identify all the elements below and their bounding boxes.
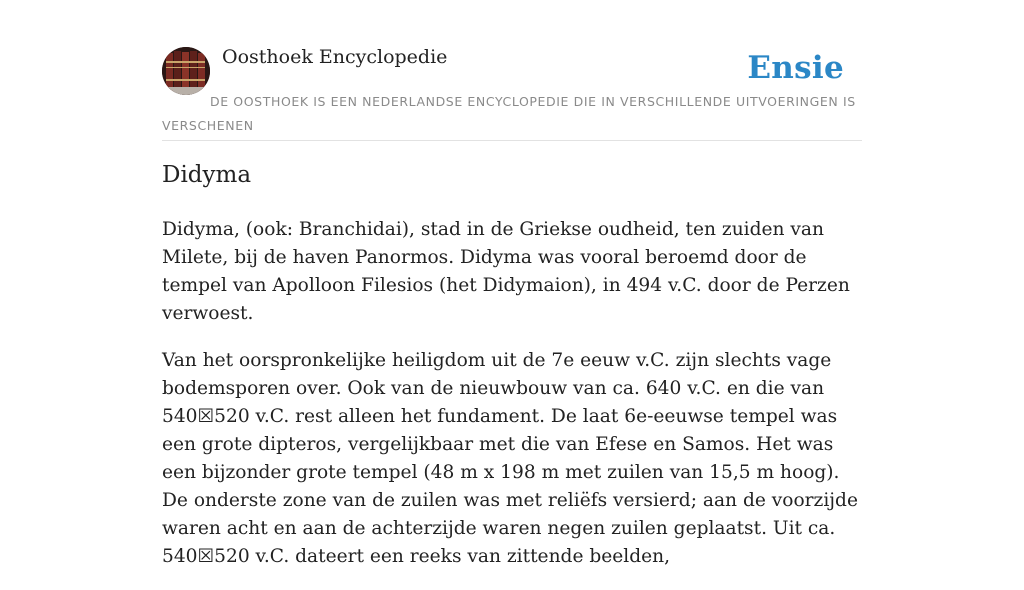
page [162, 0, 862, 567]
article-body [162, 216, 862, 590]
article-paragraph: Didyma, (ook: Branchidai), stad in de Griekse oudheid, ten zuiden van Milete, bij de haven Panormos. Didyma was vooral beroemd door de tempel van Apolloon Filesios (het Didymaion), in 494 v.C. door de Perzen verwoest. [162, 219, 850, 324]
site-title[interactable]: Oosthoek Encyclopedie [222, 46, 448, 68]
site-header [162, 0, 862, 141]
book-spines-icon[interactable] [162, 47, 210, 95]
brand-logo[interactable]: Ensie [747, 50, 844, 86]
article-title: Didyma [162, 162, 252, 188]
site-tagline: DE OOSTHOEK IS EEN NEDERLANDSE ENCYCLOPEDIE DIE IN VERSCHILLENDE UITVOERINGEN IS VERSCHENEN [162, 94, 856, 133]
article-paragraph: Van het oorspronkelijke heiligdom uit de 7e eeuw v.C. zijn slechts vage bodemsporen over. Ook van de nieuwbouw van ca. 640 v.C. en die van 540☒520 v.C. rest alleen het fundament. De laat 6e-eeuwse tempel was een grote dipteros, vergelijkbaar met die van Efese en Samos. Het was een bijzonder grote tempel (48 m x 198 m met zuilen van 15,5 m hoog). De onderste zone van de zuilen was met reliëfs versierd; aan de voorzijde waren acht en aan de achterzijde waren negen zuilen geplaatst. Uit ca. 540☒520 v.C. dateert een reeks van zittende beelden, [162, 350, 858, 567]
